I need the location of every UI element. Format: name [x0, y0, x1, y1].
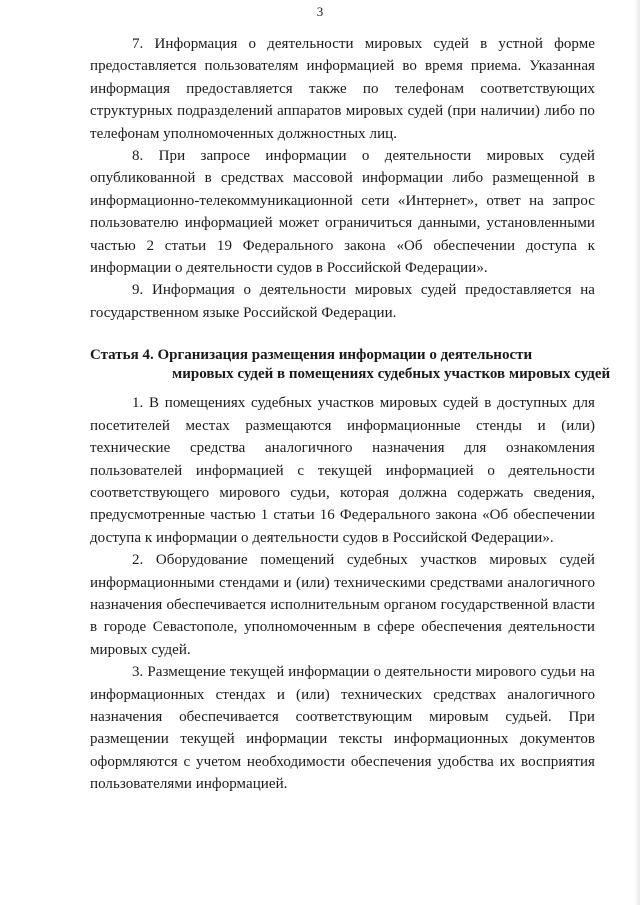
article-heading-line1: Статья 4. Организация размещения информации о деятельности: [90, 347, 533, 364]
paragraph-8: 8. При запросе информации о деятельности мировых судей опубликованной в средствах массовой информации либо размещенной в информационно-телекоммуникационной сети «Интернет», ответ на запрос пользователю информацией может ограничиться данными, установленными частью 2 статьи 19 Федерального закона «Об обеспечении доступа к информации о деятельности судов в Российской Федерации».: [90, 148, 595, 277]
article-paragraph-2: 2. Оборудование помещений судебных участков мировых судей информационными стендами и (или) техническими средствами аналогичного назначения обеспечивается исполнительным органом государственной власти в городе Севастополе, уполномоченным в сфере обеспечения деятельности мировых судей.: [90, 552, 595, 658]
paragraph-7: 7. Информация о деятельности мировых судей в устной форме предоставляется пользователям информацией во время приема. Указанная информация предоставляется также по телефонам соответствующих структурных подразделений аппаратов мировых судей (при наличии) либо по телефонам уполномоченных должностных лиц.: [90, 36, 595, 142]
paragraph-9: 9. Информация о деятельности мировых судей предоставляется на государственном языке Российской Федерации.: [90, 282, 595, 321]
page-edge-shadow: [634, 0, 640, 905]
article-heading-line2: мировых судей в помещениях судебных участков мировых судей: [172, 366, 611, 383]
article-paragraph-1: 1. В помещениях судебных участков мировых судей в доступных для посетителей местах размещаются информационные стенды и (или) технические средства аналогичного назначения для ознакомления пользователей информацией с текущей информацией о деятельности соответствующего мирового судьи, которая должна содержать сведения, предусмотренные частью 1 статьи 16 Федерального закона «Об обеспечении доступа к информации о деятельности судов в Российской Федерации».: [90, 395, 595, 546]
article-paragraph-3: 3. Размещение текущей информации о деятельности мирового судьи на информационных стендах и (или) технических средствах аналогичного назначения обеспечивается соответствующим мировым судьей. При размещении текущей информации тексты информационных документов оформляются с учетом необходимости обеспечения удобства их восприятия пользователями информацией.: [90, 664, 595, 793]
document-body: [90, 33, 611, 796]
page-number: 3: [316, 4, 324, 19]
article-heading: [90, 346, 611, 384]
